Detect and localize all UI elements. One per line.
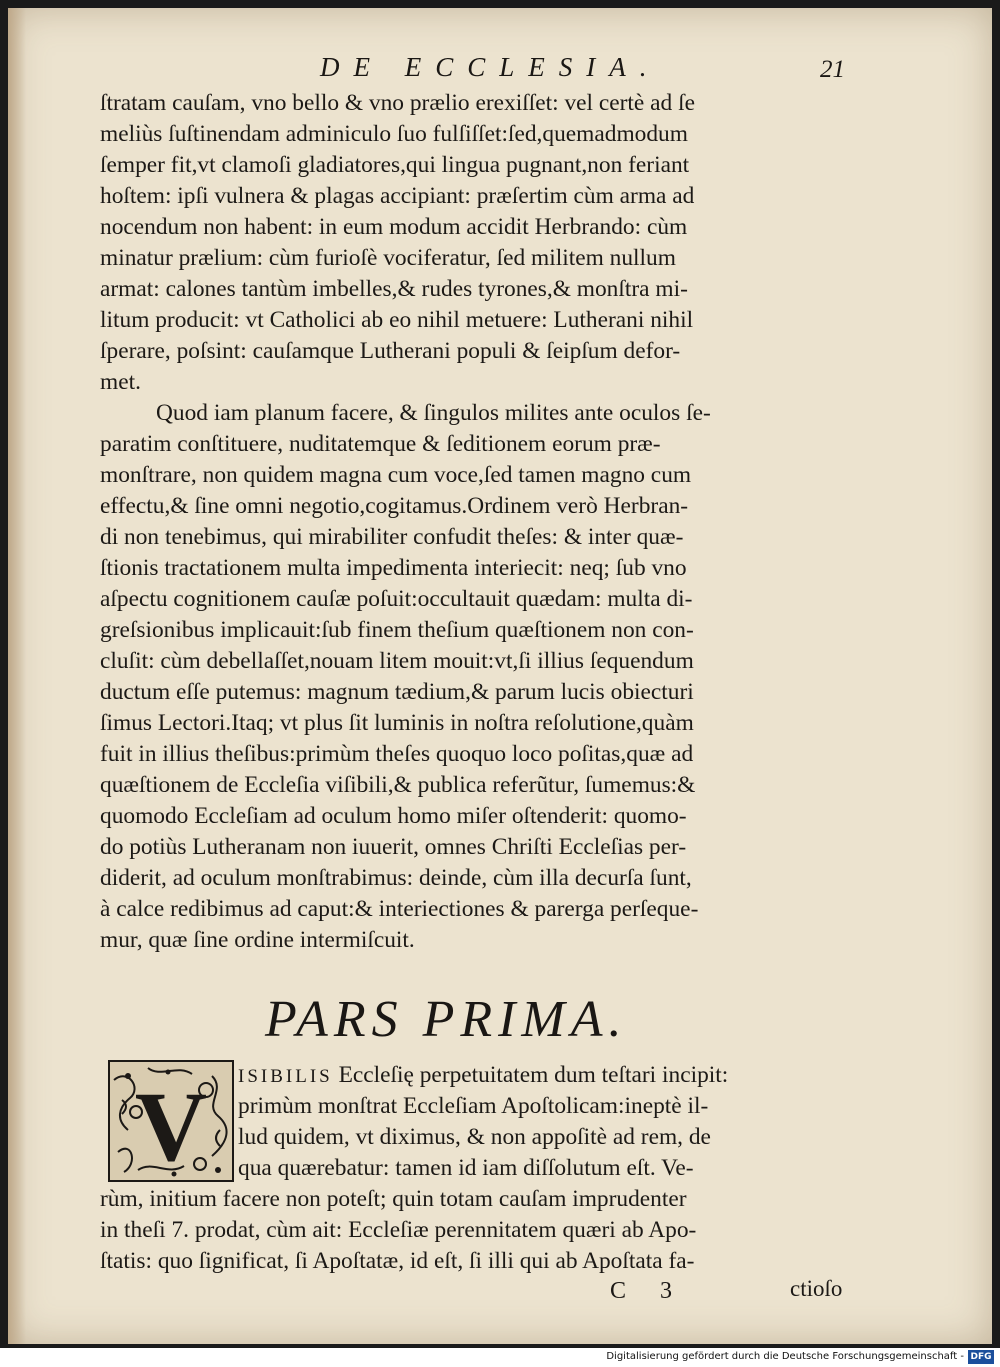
text-line: Quod iam planum facere, & ſingulos milites ante oculos ſe- (156, 400, 711, 426)
text-line: rùm, initium facere non poteſt; quin totam cauſam imprudenter (100, 1186, 687, 1212)
text-line: paratim conſtituere, nuditatemque & ſeditionem eorum præ- (100, 431, 661, 457)
text-line: aſpectu cognitionem cauſæ poſuit:occultauit quædam: multa di- (100, 586, 693, 612)
text-line: ſtatis: quo ſignificat, ſi Apoſtatæ, id eſt, ſi illi qui ab Apoſtata fa- (100, 1248, 695, 1274)
funding-notice: Digitalisierung gefördert durch die Deutsche Forschungsgemeinschaft - (606, 1351, 964, 1362)
text-line: ſperare, poſsint: cauſamque Lutherani populi & ſeipſum defor- (100, 338, 681, 364)
text-line: hoſtem: ipſi vulnera & plagas accipiant: præſertim cùm arma ad (100, 183, 695, 209)
text-line: effectu,& ſine omni negotio,cogitamus.Ordinem verò Herbran- (100, 493, 689, 519)
text-line: cluſit: cùm debellaſſet,nouam litem mouit:vt,ſi illius ſequendum (100, 648, 694, 674)
text-line: qua quærebatur: tamen id iam diſſolutum eſt. Ve- (238, 1155, 694, 1181)
text-line-rest: Eccleſię perpetuitatem dum teſtari incipit: (332, 1062, 729, 1088)
text-line: mur, quæ ſine ordine intermiſcuit. (100, 927, 415, 953)
text-line: in theſi 7. prodat, cùm ait: Eccleſiæ perennitatem quæri ab Apo- (100, 1217, 697, 1243)
text-line: monſtrare, non quidem magna cum voce,ſed tamen magno cum (100, 462, 692, 488)
decorated-initial (108, 1060, 234, 1182)
text-line: lud quidem, vt diximus, & non appoſitè ad rem, de (238, 1124, 711, 1150)
text-line: litum producit: vt Catholici ab eo nihil metuere: Lutherani nihil (100, 307, 694, 333)
first-word-small-caps: ISIBILIS (238, 1066, 333, 1087)
text-line: ſtionis tractationem multa impedimenta interiecit: neq; ſub vno (100, 555, 687, 581)
ornamental-initial-v-icon (108, 1060, 234, 1182)
text-line: di non tenebimus, qui mirabiliter confudit theſes: & inter quæ- (100, 524, 684, 550)
text-line: minatur prælium: cùm furioſè vociferatur, ſed militem nullum (100, 245, 676, 271)
text-line: ductum eſſe putemus: magnum tædium,& parum lucis obiecturi (100, 679, 694, 705)
text-line: armat: calones tantùm imbelles,& rudes tyrones,& monſtra mi- (100, 276, 688, 302)
text-line: meliùs ſuſtinendam adminiculo ſuo fulſiſſet:ſed,quemadmodum (100, 121, 688, 147)
text-line: diderit, ad oculum monſtrabimus: deinde, cùm illa decurſa ſunt, (100, 865, 692, 891)
text-line: met. (100, 369, 141, 395)
signature-mark: C 3 (610, 1278, 687, 1304)
text-line: quæſtionem de Eccleſia viſibili,& publica referũtur, ſumemus:& (100, 772, 696, 798)
text-line: quomodo Eccleſiam ad oculum homo miſer oſtenderit: quomo- (100, 803, 687, 829)
running-head: DE ECCLESIA. (320, 52, 661, 82)
text-line: do potiùs Lutheranam non iuuerit, omnes Chriſti Eccleſias per- (100, 834, 687, 860)
text-line (238, 1060, 850, 1091)
page-gutter-shadow (8, 8, 26, 1344)
page-number: 21 (820, 56, 845, 83)
text-line: ſimus Lectori.Itaq; vt plus ſit luminis in noſtra reſolutione,quàm (100, 710, 694, 736)
continuation-text-block (100, 1184, 852, 1277)
svg-text:V: V (134, 1071, 208, 1182)
text-line: nocendum non habent: in eum modum accidit Herbrando: cùm (100, 214, 688, 240)
text-line: primùm monſtrat Eccleſiam Apoſtolicam:ineptè il- (238, 1093, 709, 1119)
opening-paragraph (238, 1060, 850, 1184)
section-heading: PARS PRIMA. (265, 991, 628, 1048)
text-line: ſemper fit,vt clamoſi gladiatores,qui lingua pugnant,non feriant (100, 152, 690, 178)
text-line: à calce redibimus ad caput:& interiectiones & parerga perſeque- (100, 896, 699, 922)
catchword: ctioſo (790, 1276, 843, 1301)
text-line: fuit in illius theſibus:primùm theſes quoquo loco poſitas,quæ ad (100, 741, 694, 767)
text-line: greſsionibus implicauit:ſub finem theſium quæſtionem non con- (100, 617, 694, 643)
text-line: ſtratam cauſam, vno bello & vno prælio erexiſſet: vel certè ad ſe (100, 90, 695, 116)
main-text-block (100, 88, 852, 956)
dfg-logo-icon: DFG (968, 1350, 994, 1364)
